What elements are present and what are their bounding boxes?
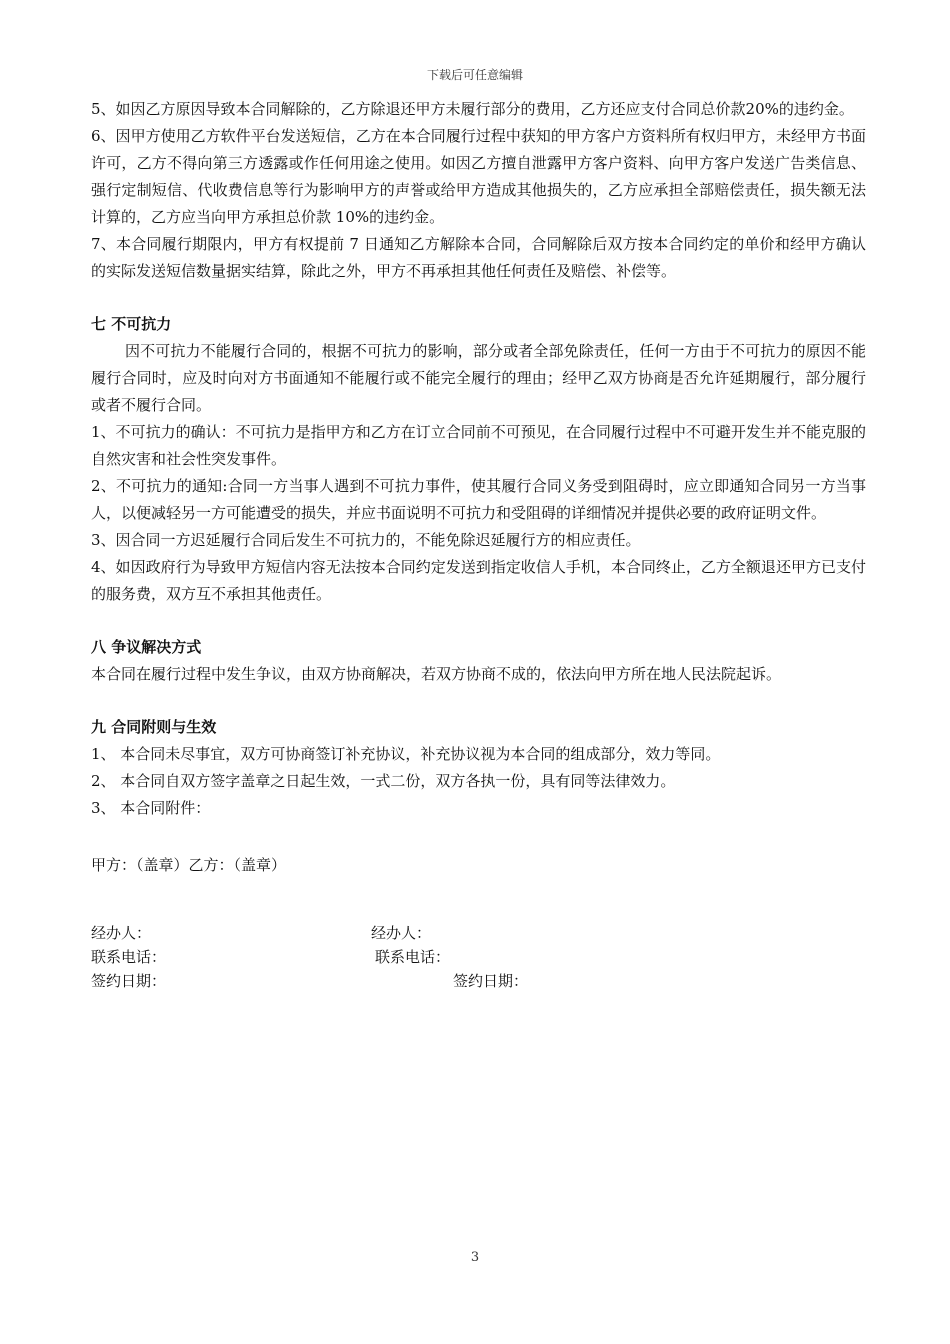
section-7-item-2: 2、不可抗力的通知:合同一方当事人遇到不可抗力事件，使其履行合同义务受到阻碍时，应立即通知合同另一方当事人，以便减轻另一方可能遭受的损失，并应书面说明不可抗力和受阻碍的详细情况并提供必要的政府证明文件。 — [91, 477, 866, 522]
date-label-a: 签约日期： — [91, 972, 167, 990]
section-9-title: 九 合同附则与生效 — [91, 718, 217, 736]
signature-handler-row — [91, 921, 866, 945]
section-7-intro: 因不可抗力不能履行合同的，根据不可抗力的影响，部分或者全部免除责任，任何一方由于不可抗力的原因不能履行合同时，应及时向对方书面通知不能履行或不能完全履行的理由；经甲乙双方协商是否允许延期履行，部分履行或者不履行合同。 — [91, 342, 866, 414]
section-9-item-2: 2、 本合同自双方签字盖章之日起生效，一式二份，双方各执一份，具有同等法律效力。 — [91, 772, 676, 790]
phone-label-a: 联系电话： — [91, 948, 167, 966]
section-7-title: 七 不可抗力 — [91, 315, 172, 333]
section-7-item-1: 1、不可抗力的确认：不可抗力是指甲方和乙方在订立合同前不可预见，在合同履行过程中不可避开发生并不能克服的自然灾害和社会性突发事件。 — [91, 423, 866, 468]
page-header: 下载后可任意编辑 — [426, 68, 523, 82]
signature-parties: 甲方：（盖章）乙方：（盖章） — [91, 856, 287, 874]
date-label-b: 签约日期： — [453, 972, 529, 990]
clause-5: 5、如因乙方原因导致本合同解除的，乙方除退还甲方未履行部分的费用，乙方还应支付合同总价款20%的违约金。 — [91, 100, 854, 118]
section-8-text: 本合同在履行过程中发生争议，由双方协商解决，若双方协商不成的，依法向甲方所在地人民法院起诉。 — [91, 665, 782, 683]
section-7-item-3: 3、因合同一方迟延履行合同后发生不可抗力的，不能免除迟延履行方的相应责任。 — [91, 531, 641, 549]
clause-7: 7、本合同履行期限内，甲方有权提前 7 日通知乙方解除本合同，合同解除后双方按本合同约定的单价和经甲方确认的实际发送短信数量据实结算，除此之外，甲方不再承担其他任何责任及赔偿、补偿等。 — [91, 235, 866, 280]
signature-date-row — [91, 969, 866, 993]
signature-phone-row — [91, 945, 866, 969]
page-number: 3 — [470, 1250, 480, 1265]
phone-label-b: 联系电话： — [375, 948, 451, 966]
document-body — [91, 96, 866, 993]
clause-6: 6、因甲方使用乙方软件平台发送短信，乙方在本合同履行过程中获知的甲方客户方资料所有权归甲方，未经甲方书面许可，乙方不得向第三方透露或作任何用途之使用。如因乙方擅自泄露甲方客户资料、向甲方客户发送广告类信息、强行定制短信、代收费信息等行为影响甲方的声誉或给甲方造成其他损失的，乙方应承担全部赔偿责任，损失额无法计算的，乙方应当向甲方承担总价款 10%的违约金。 — [91, 127, 866, 226]
section-9-item-3: 3、 本合同附件： — [91, 799, 211, 817]
section-7-item-4: 4、如因政府行为导致甲方短信内容无法按本合同约定发送到指定收信人手机，本合同终止，乙方全额退还甲方已支付的服务费，双方互不承担其他责任。 — [91, 558, 866, 603]
section-8-title: 八 争议解决方式 — [91, 638, 202, 656]
section-9-item-1: 1、 本合同未尽事宜，双方可协商签订补充协议，补充协议视为本合同的组成部分，效力等同。 — [91, 745, 721, 763]
handler-label-a: 经办人： — [91, 924, 152, 942]
handler-label-b: 经办人： — [371, 924, 432, 942]
